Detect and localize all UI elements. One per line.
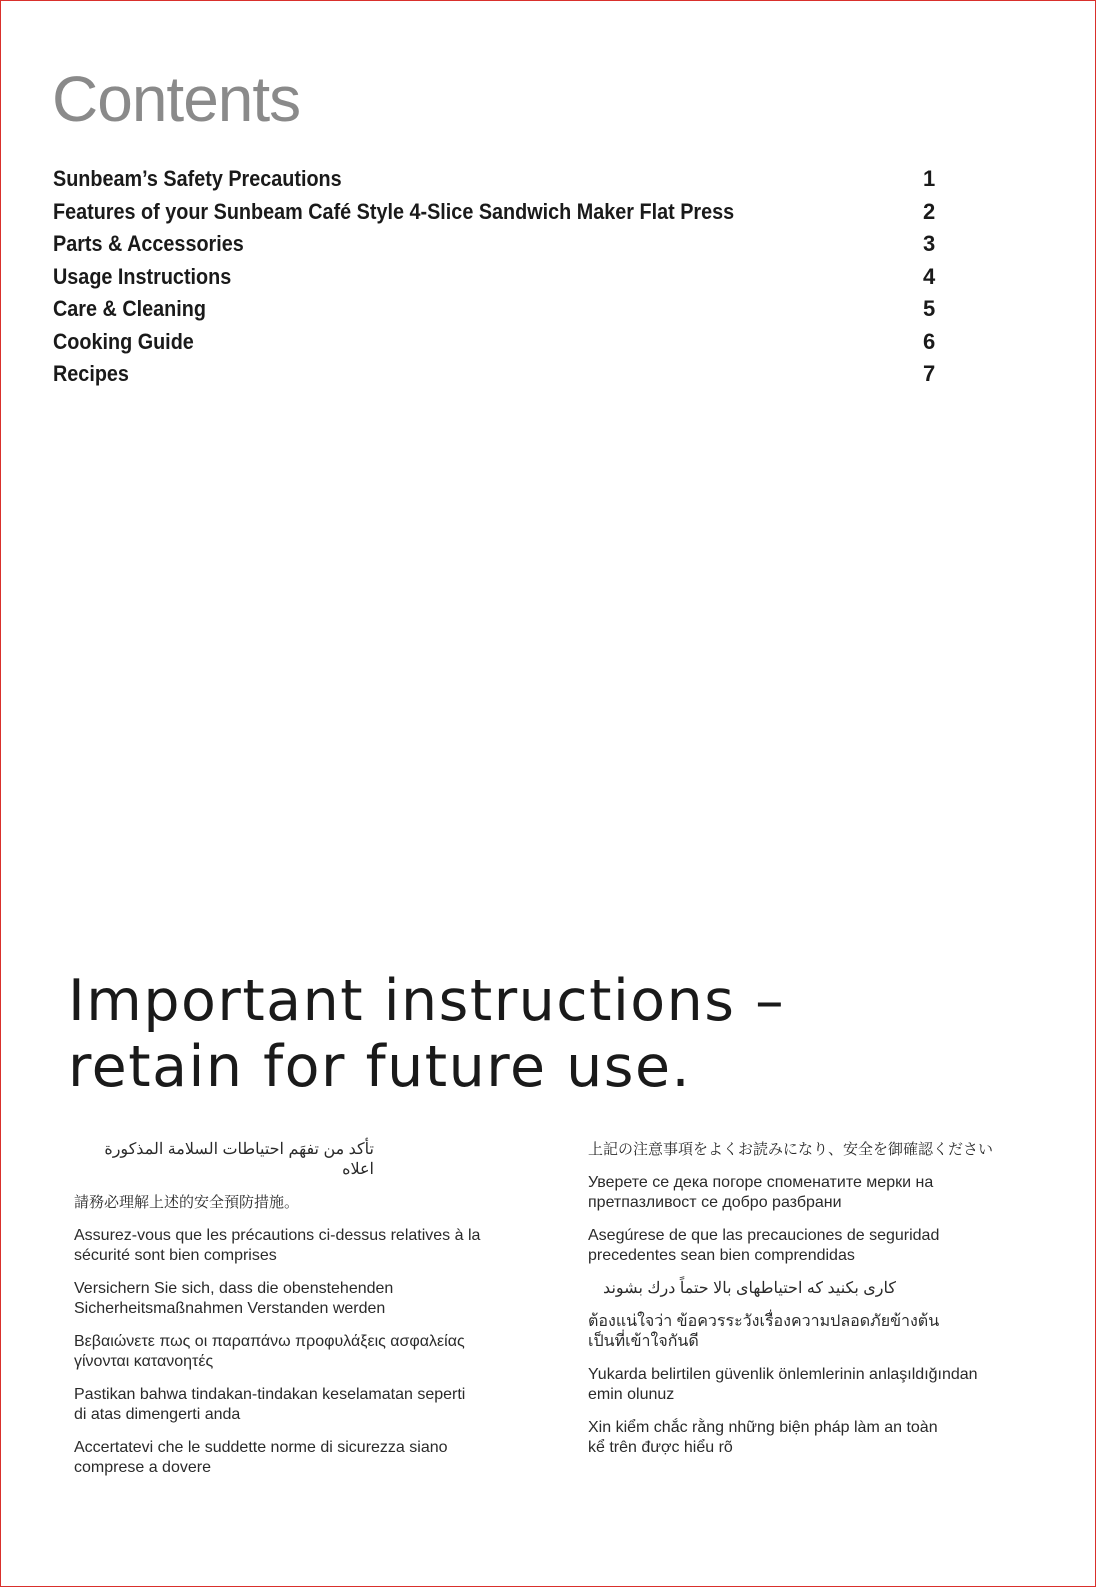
toc-label: Cooking Guide bbox=[53, 328, 194, 354]
important-instructions-heading bbox=[68, 968, 785, 1100]
toc-label: Care & Cleaning bbox=[53, 296, 206, 321]
note-arabic: تأكد من تفهَم احتياطات السلامة المذكورة اعلاه bbox=[104, 1141, 374, 1178]
toc-page-number: 1 bbox=[923, 166, 936, 191]
toc-page-number: 2 bbox=[923, 198, 936, 224]
note-japanese: 上記の注意事項をよくお読みになり、安全を御確認ください bbox=[588, 1141, 994, 1158]
note-persian: کاری بکنید که احتیاطهای بالا حتماً درك بشوند bbox=[603, 1280, 896, 1297]
note-macedonian: Уверете се дека погоре споменатите мерки на претпазливост се добро разбрани bbox=[588, 1174, 934, 1211]
note-italian: Accertatevi che le suddette norme di sicurezza siano comprese a dovere bbox=[74, 1439, 448, 1476]
note-french: Assurez-vous que les précautions ci-dessus relatives à la sécurité sont bien comprises bbox=[74, 1227, 481, 1264]
toc-label: Features of your Sunbeam Café Style 4-Slice Sandwich Maker Flat Press bbox=[53, 198, 735, 224]
heading-line-2: retain for future use. bbox=[68, 1034, 692, 1100]
toc-row-safety[interactable] bbox=[53, 166, 943, 199]
note-turkish: Yukarda belirtilen güvenlik önlemlerinin anlaşıldığından emin olunuz bbox=[588, 1366, 978, 1403]
toc-row-cooking-guide[interactable] bbox=[53, 329, 943, 362]
toc-row-features[interactable] bbox=[53, 199, 943, 232]
note-thai: ต้องแน่ใจว่า ข้อควรระวังเรื่องความปลอดภัยข้างต้น เป็นที่เข้าใจกันดี bbox=[588, 1313, 940, 1350]
toc-label: Sunbeam’s Safety Precautions bbox=[53, 166, 342, 191]
note-german: Versichern Sie sich, dass die obenstehenden Sicherheitsmaßnahmen Verstanden werden bbox=[74, 1280, 394, 1317]
toc-page-number: 6 bbox=[923, 328, 936, 354]
toc-row-parts[interactable] bbox=[53, 231, 943, 264]
note-spanish: Asegúrese de que las precauciones de seguridad precedentes sean bien comprendidas bbox=[588, 1227, 940, 1264]
table-of-contents bbox=[53, 166, 943, 394]
note-greek: Βεβαιώνετε πως οι παραπάνω προφυλάξεις ασφαλείας γίνονται κατανοητές bbox=[74, 1333, 465, 1370]
toc-label: Parts & Accessories bbox=[53, 231, 244, 256]
heading-line-1: Important instructions – bbox=[68, 968, 786, 1034]
toc-row-recipes[interactable] bbox=[53, 361, 943, 394]
page-title: Contents bbox=[52, 63, 301, 135]
toc-page-number: 4 bbox=[923, 263, 936, 289]
note-vietnamese: Xin kiểm chắc rằng những biện pháp làm an toàn kể trên được hiểu rõ bbox=[588, 1419, 938, 1456]
toc-page-number: 7 bbox=[923, 361, 936, 386]
toc-row-usage[interactable] bbox=[53, 264, 943, 297]
toc-page-number: 3 bbox=[923, 231, 936, 256]
note-chinese: 請務必理解上述的安全預防措施。 bbox=[74, 1194, 300, 1211]
translations-right-column bbox=[588, 1140, 1058, 1471]
note-indonesian: Pastikan bahwa tindakan-tindakan keselamatan seperti di atas dimengerti anda bbox=[74, 1386, 466, 1423]
translations-left-column bbox=[74, 1140, 544, 1491]
toc-row-care[interactable] bbox=[53, 296, 943, 329]
toc-page-number: 5 bbox=[923, 296, 936, 321]
toc-label: Recipes bbox=[53, 361, 129, 386]
toc-label: Usage Instructions bbox=[53, 263, 232, 289]
